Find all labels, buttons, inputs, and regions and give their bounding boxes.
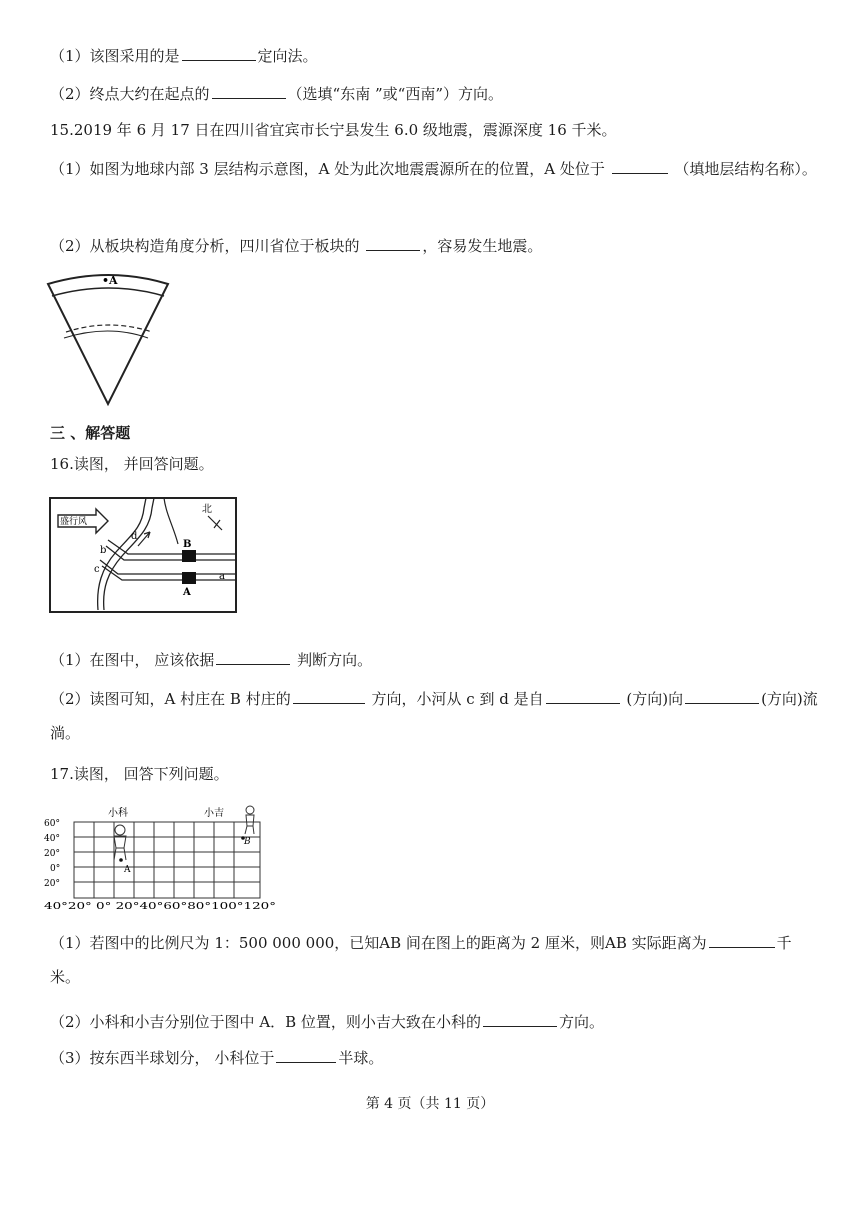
map-label-c: c (94, 564, 100, 575)
q17-part1 (50, 926, 820, 994)
map-label-d: d (131, 531, 138, 542)
lat-label: 20° (44, 879, 60, 889)
q15-part2-text: （2）从板块构造角度分析，四川省位于板块的 (50, 237, 360, 255)
q16-part1-tail: 判断方向。 (297, 651, 373, 669)
point-a-label: A (124, 865, 131, 875)
q14-part2 (50, 82, 503, 104)
q14-part2-tail: （选填“东南 ”或“西南”）方向。 (287, 85, 503, 103)
map-label-B: B (183, 539, 192, 550)
answer-blank[interactable] (276, 1046, 336, 1063)
lat-lon-grid-figure (44, 802, 280, 914)
lat-label: 20° (44, 849, 60, 859)
q15-part2 (50, 234, 542, 256)
q17-part1-text: （1）若图中的比例尺为 1：500 000 000，已知AB 间在图上的距离为 2 厘米，则AB 实际距离为 (50, 934, 707, 952)
q15-part1 (50, 152, 820, 186)
earth-layers-figure (44, 268, 174, 410)
answer-blank[interactable] (612, 157, 668, 174)
q17-part3 (50, 1046, 383, 1068)
q17-part2-tail: 方向。 (558, 1013, 604, 1031)
answer-blank[interactable] (216, 648, 290, 665)
person-xiaoji-icon (245, 806, 254, 834)
crust-boundary (52, 288, 164, 296)
answer-blank[interactable] (212, 82, 286, 99)
q17-part2-text: （2）小科和小吉分别位于图中 A．B 位置，则小吉大致在小科的 (50, 1013, 481, 1031)
river-village-map (46, 494, 242, 618)
lat-label: 0° (50, 864, 61, 874)
map-label-A: A (183, 587, 191, 598)
point-a-label: •A (102, 274, 118, 287)
section-heading: 三 、解答题 (50, 424, 131, 442)
point-b-label: B (244, 837, 251, 847)
q16-part2-tail: (方向)流淌。 (50, 690, 818, 742)
q15-part2-tail: ，容易发生地震。 (422, 237, 543, 255)
map-label-b: b (100, 545, 107, 556)
q14-part1-text: （1）该图采用的是 (50, 47, 180, 65)
answer-blank[interactable] (366, 234, 420, 251)
q14-part1-tail: 定向法。 (257, 47, 318, 65)
answer-blank[interactable] (182, 44, 256, 61)
page-footer: 第 4 页（共 11 页） (365, 1096, 495, 1112)
answer-blank[interactable] (685, 687, 759, 704)
q14-part2-text: （2）终点大约在起点的 (50, 85, 210, 103)
q16-part1-text: （1）在图中， 应该依据 (50, 651, 215, 669)
q16-part1 (50, 648, 372, 670)
q17-part1-tail: 千米。 (50, 934, 792, 986)
name-xiaoke: 小科 (108, 808, 128, 819)
name-xiaoji: 小吉 (204, 808, 224, 819)
answer-blank[interactable] (709, 931, 775, 948)
q16-part2-text: （2）读图可知，A 村庄在 B 村庄的 (50, 690, 291, 708)
north-label: 北 (202, 504, 212, 515)
q14-part1 (50, 44, 318, 66)
village-b-icon (182, 550, 196, 562)
grid-lines (74, 822, 260, 898)
answer-blank[interactable] (546, 687, 620, 704)
mantle-boundary-2 (64, 331, 148, 338)
q15-part1-tail: （填地层结构名称）。 (674, 160, 817, 178)
q17-part3-tail: 半球。 (338, 1049, 384, 1067)
lat-label: 40° (44, 834, 60, 844)
q17-part3-text: （3）按东西半球划分， 小科位于 (50, 1049, 275, 1067)
q17-part2 (50, 1010, 604, 1032)
q16-part2 (50, 682, 820, 750)
q15-stem: 15.2019 年 6 月 17 日在四川省宜宾市长宁县发生 6.0 级地震，震源深度 16 千米。 (50, 121, 617, 139)
answer-blank[interactable] (483, 1010, 557, 1027)
village-a-icon (182, 572, 196, 584)
person-xiaoke-icon (114, 825, 126, 860)
q15-part1-text: （1）如图为地球内部 3 层结构示意图，A 处为此次地震震源所在的位置，A 处位于 (50, 160, 605, 178)
lat-label: 60° (44, 819, 60, 829)
q16-stem: 16.读图， 并回答问题。 (50, 455, 214, 473)
point-a-marker (119, 858, 123, 862)
q17-stem: 17.读图， 回答下列问题。 (50, 765, 229, 783)
map-label-a: a (219, 571, 225, 582)
q16-part2-mid2: (方向)向 (626, 690, 684, 708)
wind-label: 盛行风 (60, 517, 88, 527)
answer-blank[interactable] (293, 687, 365, 704)
lon-labels: 40°20° 0° 20°40°60°80°100°120° (44, 902, 276, 912)
q16-part2-mid: 方向，小河从 c 到 d 是自 (371, 690, 544, 708)
